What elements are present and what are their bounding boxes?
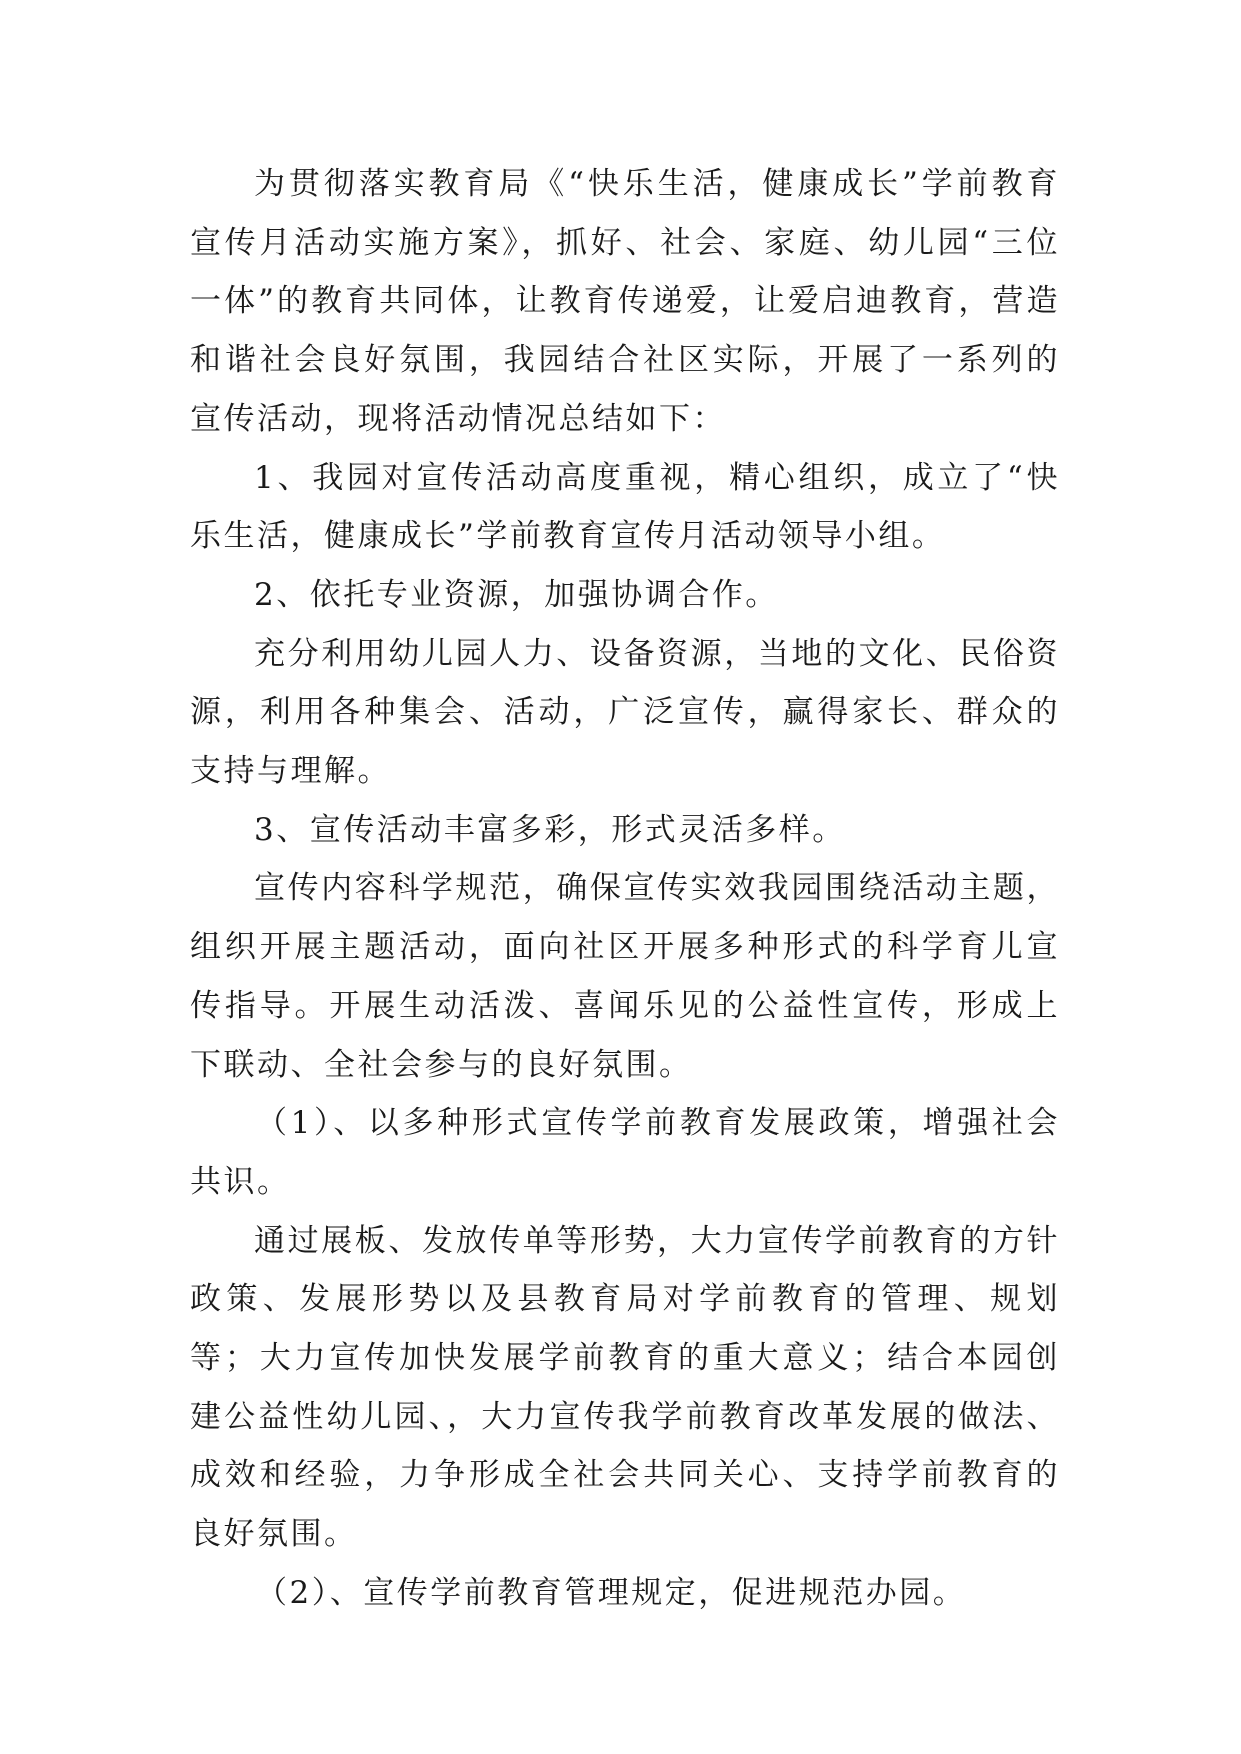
paragraph-policy: 通过展板、发放传单等形势，大力宣传学前教育的方针政策、发展形势以及县教育局对学前教育的管理、规划等；大力宣传加快发展学前教育的重大意义；结合本园创建公益性幼儿园、，大力宣传我学前教育改革发展的做法、成效和经验，力争形成全社会共同关心、支持学前教育的良好氛围。 [190, 1222, 1060, 1553]
paragraph-item-3: 3、宣传活动丰富多彩，形式灵活多样。 [254, 811, 846, 848]
paragraph-item-1: 1、我园对宣传活动高度重视，精心组织，成立了“快乐生活，健康成长”学前教育宣传月活动领导小组。 [190, 459, 1060, 555]
paragraph-sub-2: （2）、宣传学前教育管理规定，促进规范办园。 [256, 1574, 967, 1611]
paragraph-sub-1: （1）、以多种形式宣传学前教育发展政策，增强社会共识。 [190, 1105, 1060, 1200]
paragraph-resources: 充分利用幼儿园人力、设备资源，当地的文化、民俗资源，利用各种集会、活动，广泛宣传，赢得家长、群众的支持与理解。 [190, 635, 1060, 790]
paragraph-intro: 为贯彻落实教育局《“快乐生活，健康成长”学前教育宣传月活动实施方案》，抓好、社会、家庭、幼儿园“三位一体”的教育共同体，让教育传递爱，让爱启迪教育，营造和谐社会良好氛围，我园结合社区实际，开展了一系列的宣传活动，现将活动情况总结如下： [190, 166, 1060, 437]
paragraph-content: 宣传内容科学规范，确保宣传实效我园围绕活动主题，组织开展主题活动，面向社区开展多种形式的科学育儿宣传指导。开展生动活泼、喜闻乐见的公益性宣传，形成上下联动、全社会参与的良好氛围。 [190, 870, 1060, 1083]
paragraph-item-2: 2、依托专业资源，加强协调合作。 [254, 576, 779, 613]
document-body [190, 155, 1060, 1623]
